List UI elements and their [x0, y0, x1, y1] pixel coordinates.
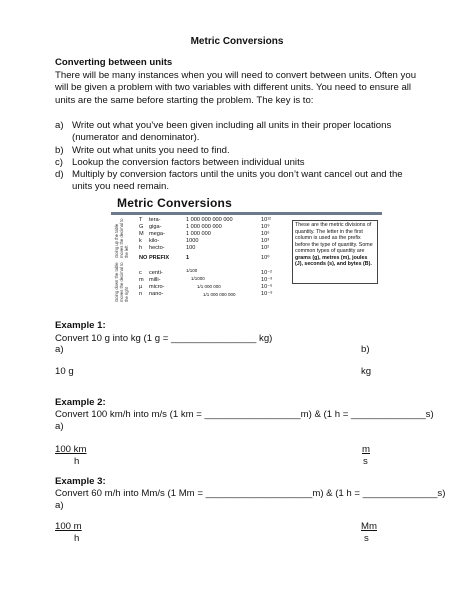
- row-number: 100: [186, 245, 196, 251]
- example1-value-left: 10 g: [55, 366, 74, 377]
- row-number: 1/1000: [191, 276, 205, 281]
- metric-table-title: Metric Conversions: [117, 196, 232, 210]
- row-prefix: mega-: [149, 231, 165, 237]
- metric-table-rule: [111, 212, 382, 215]
- row-prefix: kilo-: [149, 238, 160, 244]
- row-number: 1: [186, 255, 190, 261]
- step-marker: b): [55, 145, 64, 156]
- metric-table-note: [292, 220, 378, 284]
- row-symbol: h: [139, 245, 143, 251]
- row-symbol: n: [139, 291, 143, 297]
- example1-part-b: b): [361, 344, 370, 355]
- example2-denominator-left: h: [74, 456, 80, 467]
- example3-numerator-right: Mm: [361, 521, 377, 532]
- step-marker: c): [55, 157, 63, 168]
- row-number: 1 000 000 000: [186, 224, 222, 230]
- row-power: 10²: [261, 245, 270, 251]
- metric-table-side-label-down: Going down the table moves the decimal to the right: [114, 262, 129, 302]
- row-prefix: nano-: [149, 291, 164, 297]
- row-prefix: tera-: [149, 217, 161, 223]
- intro-paragraph: There will be many instances when you will need to convert between units. Often you will be given a problem with two variables with different units. You need to ensure all units are the same before starting the problem. The key is to:: [55, 70, 417, 106]
- example2-numerator-left: 100 km: [55, 444, 87, 455]
- row-prefix: giga-: [149, 224, 162, 230]
- row-power: 10⁻³: [261, 277, 273, 283]
- example1-value-right: kg: [361, 366, 372, 377]
- step-text: Multiply by conversion factors until the units you don’t want cancel out and the units you need remain.: [72, 169, 403, 193]
- row-symbol: µ: [139, 284, 143, 290]
- row-number: 1/1 000 000 000: [203, 292, 236, 297]
- example3-numerator-left: 100 m: [55, 521, 82, 532]
- step-text: Write out what you’ve been given including all units in their proper locations (numerator and denominator).: [72, 120, 392, 144]
- row-power: 10¹²: [261, 217, 271, 223]
- example2-denominator-right: s: [363, 456, 368, 467]
- example1-part-a: a): [55, 344, 64, 355]
- row-number: 1/100: [186, 268, 198, 273]
- row-prefix: hecto-: [149, 245, 165, 251]
- example2-heading: Example 2:: [55, 397, 106, 408]
- metric-table-side-label-up: Going up the table moves the decimal to the left: [114, 218, 129, 258]
- row-prefix: micro-: [149, 284, 165, 290]
- row-number: 1000: [186, 238, 199, 244]
- metric-table: [111, 196, 382, 304]
- row-symbol: M: [139, 231, 144, 237]
- row-number: 1 000 000: [186, 231, 211, 237]
- example3-denominator-left: h: [74, 533, 80, 544]
- row-number: 1 000 000 000 000: [186, 217, 233, 223]
- row-power: 10⁶: [261, 231, 270, 237]
- row-symbol: c: [139, 270, 142, 276]
- page-title: Metric Conversions: [190, 36, 284, 47]
- note-text: These are the metric divisions of quantity. The letter in the first column is used as the prefix before the type of quantity. Some common types of quantity are: [295, 222, 373, 254]
- step-marker: d): [55, 169, 64, 180]
- example2-numerator-right: m: [362, 444, 370, 455]
- row-power: 10⁻²: [261, 270, 273, 276]
- example2-part-a: a): [55, 421, 64, 432]
- example1-prompt: Convert 10 g into kg (1 g = ________________ kg): [55, 333, 273, 344]
- row-symbol: m: [139, 277, 144, 283]
- example2-prompt: Convert 100 km/h into m/s (1 km = __________________m) & (1 h = ______________s): [55, 409, 434, 420]
- step-text: Write out what units you need to find.: [72, 145, 230, 156]
- row-prefix: centi-: [149, 270, 163, 276]
- example1-heading: Example 1:: [55, 320, 106, 331]
- section-heading: Converting between units: [55, 57, 173, 68]
- row-power: 10⁰: [261, 255, 270, 261]
- row-power: 10⁻⁶: [261, 284, 273, 290]
- note-bold-text: grams (g), metres (m), joules (J), seconds (s), and bytes (B).: [295, 254, 372, 267]
- example3-heading: Example 3:: [55, 476, 106, 487]
- step-marker: a): [55, 120, 64, 131]
- row-number: 1/1 000 000: [197, 284, 221, 289]
- row-symbol: G: [139, 224, 144, 230]
- row-prefix: milli-: [149, 277, 161, 283]
- row-symbol: k: [139, 238, 142, 244]
- example3-denominator-right: s: [364, 533, 369, 544]
- row-prefix: NO PREFIX: [139, 255, 170, 261]
- row-power: 10⁹: [261, 224, 270, 230]
- step-text: Lookup the conversion factors between individual units: [72, 157, 305, 168]
- row-power: 10⁻⁹: [261, 291, 273, 297]
- row-power: 10³: [261, 238, 270, 244]
- example3-prompt: Convert 60 m/h into Mm/s (1 Mm = ____________________m) & (1 h = ______________s): [55, 488, 446, 499]
- row-symbol: T: [139, 217, 143, 223]
- example3-part-a: a): [55, 500, 64, 511]
